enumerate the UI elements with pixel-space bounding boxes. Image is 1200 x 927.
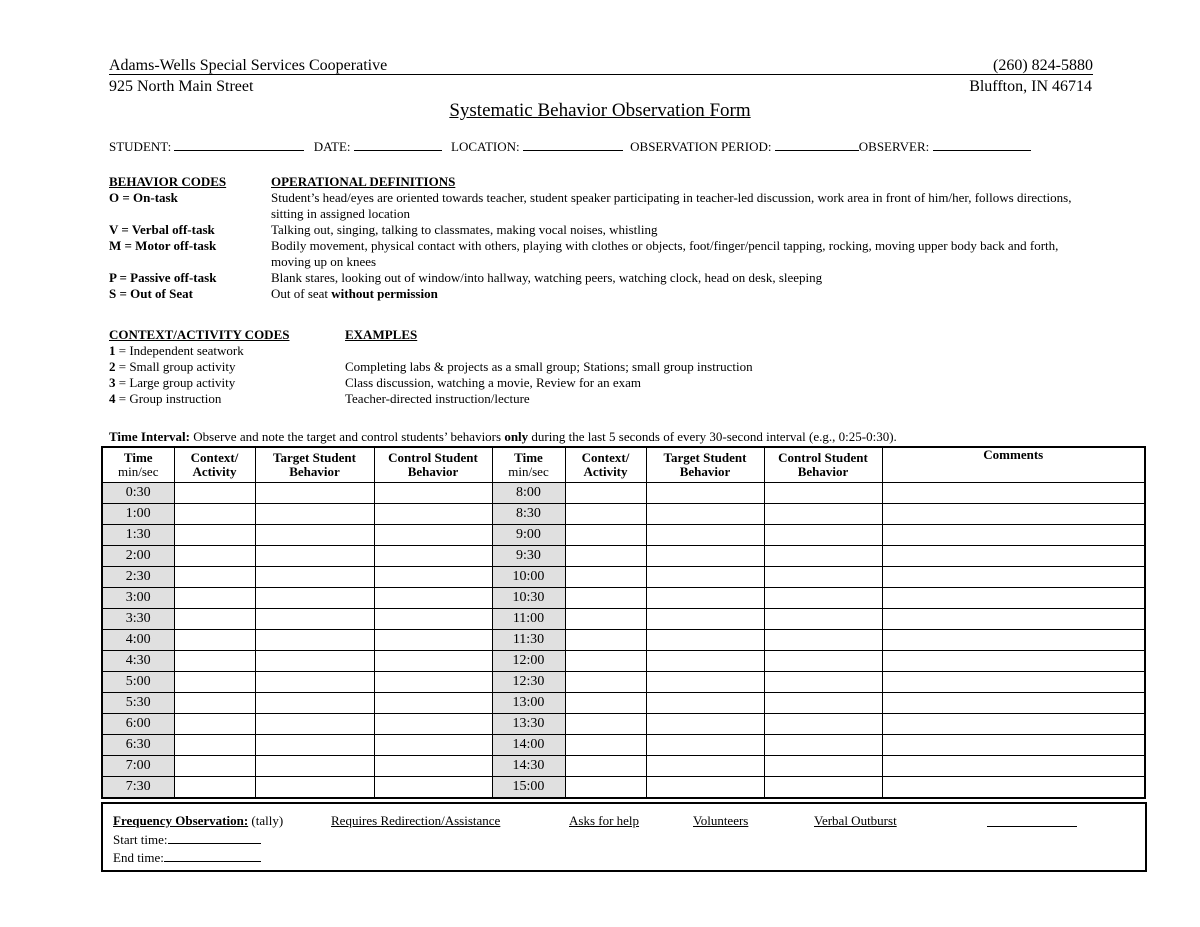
control-behavior-cell[interactable]: [764, 567, 882, 588]
control-behavior-cell[interactable]: [374, 483, 492, 504]
org-phone: (260) 824-5880: [993, 57, 1093, 74]
location-label: LOCATION:: [451, 139, 520, 154]
behavior-code: P = Passive off-task: [109, 270, 217, 285]
target-behavior-cell[interactable]: [255, 714, 374, 735]
target-behavior-cell[interactable]: [646, 630, 764, 651]
table-row: [102, 672, 1145, 693]
control-behavior-cell[interactable]: [374, 777, 492, 799]
start-time-label: Start time:: [113, 832, 168, 847]
control-behavior-cell[interactable]: [374, 546, 492, 567]
comments-cell[interactable]: [882, 609, 1145, 630]
target-behavior-cell[interactable]: [255, 735, 374, 756]
start-time-row: [113, 831, 261, 848]
time-cell: 10:00: [492, 567, 565, 588]
time-cell: 13:30: [492, 714, 565, 735]
target-behavior-cell[interactable]: [255, 504, 374, 525]
comments-header: Comments: [882, 447, 1145, 483]
context-cell[interactable]: [174, 630, 255, 651]
comments-cell[interactable]: [882, 651, 1145, 672]
time-cell: 7:00: [102, 756, 174, 777]
context-cell[interactable]: [174, 672, 255, 693]
frequency-box: [101, 802, 1147, 872]
behavior-definition: [271, 286, 1094, 302]
behavior-definition: Bodily movement, physical contact with others, playing with clothes or objects, foot/finger/pencil tapping, rocking, moving upper body back and forth, moving up on knees: [271, 238, 1059, 269]
context-cell[interactable]: [565, 735, 646, 756]
table-row: [102, 693, 1145, 714]
info-fields: [109, 138, 1093, 155]
context-row: [109, 391, 909, 407]
target-behavior-cell[interactable]: [646, 546, 764, 567]
time-cell: 8:30: [492, 504, 565, 525]
target-behavior-cell[interactable]: [255, 609, 374, 630]
table-row: [102, 567, 1145, 588]
time-cell: 5:30: [102, 693, 174, 714]
target-behavior-cell[interactable]: [646, 777, 764, 799]
context-row: [109, 343, 909, 359]
time-cell: 9:00: [492, 525, 565, 546]
context-row: [109, 375, 909, 391]
target-behavior-cell[interactable]: [646, 609, 764, 630]
control-behavior-cell[interactable]: [374, 693, 492, 714]
operational-definitions-heading: OPERATIONAL DEFINITIONS: [271, 174, 456, 189]
frequency-item: Volunteers: [693, 813, 749, 828]
context-cell[interactable]: [174, 777, 255, 799]
control-behavior-cell[interactable]: [374, 567, 492, 588]
table-row: [102, 609, 1145, 630]
frequency-tally: (tally): [248, 813, 284, 828]
target-behavior-cell[interactable]: [646, 525, 764, 546]
time-cell: 9:30: [492, 546, 565, 567]
control-behavior-cell[interactable]: [374, 672, 492, 693]
time-interval-note: [109, 429, 897, 445]
time-cell: 6:00: [102, 714, 174, 735]
behavior-codes-heading: BEHAVIOR CODES: [109, 174, 227, 189]
context-label: = Large group activity: [115, 375, 236, 390]
time-header: Time min/sec: [102, 447, 174, 483]
behavior-definition: Talking out, singing, talking to classmates, making vocal noises, whistling: [271, 222, 658, 237]
behavior-row: [109, 222, 1094, 238]
time-cell: 11:30: [492, 630, 565, 651]
time-cell: 10:30: [492, 588, 565, 609]
target-behavior-cell[interactable]: [646, 693, 764, 714]
context-example: Completing labs & projects as a small group; Stations; small group instruction: [345, 359, 753, 374]
control-behavior-cell[interactable]: [764, 756, 882, 777]
context-cell[interactable]: [565, 672, 646, 693]
control-behavior-cell[interactable]: [764, 630, 882, 651]
examples-heading: EXAMPLES: [345, 327, 418, 342]
target-behavior-cell[interactable]: [646, 714, 764, 735]
frequency-tally-field[interactable]: [987, 814, 1077, 827]
student-field[interactable]: [174, 138, 304, 151]
org-name: Adams-Wells Special Services Cooperative: [109, 57, 388, 74]
comments-cell[interactable]: [882, 714, 1145, 735]
target-behavior-cell[interactable]: [646, 504, 764, 525]
start-time-field[interactable]: [168, 831, 261, 844]
behavior-code: V = Verbal off-task: [109, 222, 215, 237]
time-cell: 3:00: [102, 588, 174, 609]
control-behavior-header: Control Student Behavior: [374, 447, 492, 483]
target-behavior-header: Target Student Behavior: [255, 447, 374, 483]
table-row: [102, 735, 1145, 756]
target-behavior-cell[interactable]: [255, 756, 374, 777]
target-behavior-cell[interactable]: [646, 651, 764, 672]
target-behavior-cell[interactable]: [646, 756, 764, 777]
time-header: Time min/sec: [492, 447, 565, 483]
time-cell: 1:00: [102, 504, 174, 525]
target-behavior-cell[interactable]: [646, 735, 764, 756]
student-label: STUDENT:: [109, 139, 172, 154]
table-row: [102, 483, 1145, 504]
context-codes-heading: CONTEXT/ACTIVITY CODES: [109, 327, 290, 342]
context-cell[interactable]: [174, 483, 255, 504]
time-cell: 3:30: [102, 609, 174, 630]
target-behavior-cell[interactable]: [255, 483, 374, 504]
location-field[interactable]: [523, 138, 623, 151]
time-cell: 12:00: [492, 651, 565, 672]
control-behavior-cell[interactable]: [764, 714, 882, 735]
context-cell[interactable]: [174, 735, 255, 756]
behavior-definition: Blank stares, looking out of window/into hallway, watching peers, watching clock, head on desk, sleeping: [271, 270, 823, 285]
time-cell: 13:00: [492, 693, 565, 714]
time-cell: 4:00: [102, 630, 174, 651]
org-city: Bluffton, IN 46714: [969, 78, 1092, 95]
context-number: 4: [109, 391, 116, 406]
context-cell[interactable]: [565, 630, 646, 651]
context-cell[interactable]: [565, 651, 646, 672]
comments-cell[interactable]: [882, 777, 1145, 799]
control-behavior-cell[interactable]: [764, 651, 882, 672]
context-cell[interactable]: [565, 714, 646, 735]
observation-table: [101, 446, 1146, 799]
context-row: [109, 359, 909, 375]
control-behavior-cell[interactable]: [764, 777, 882, 799]
definition-emphasis: without permission: [331, 286, 438, 301]
context-cell[interactable]: [174, 756, 255, 777]
time-cell: 1:30: [102, 525, 174, 546]
context-cell[interactable]: [565, 693, 646, 714]
context-cell[interactable]: [565, 777, 646, 799]
comments-cell[interactable]: [882, 735, 1145, 756]
control-behavior-cell[interactable]: [374, 588, 492, 609]
target-behavior-cell[interactable]: [646, 567, 764, 588]
control-behavior-cell[interactable]: [764, 735, 882, 756]
frequency-item: Asks for help: [569, 813, 640, 828]
time-cell: 14:00: [492, 735, 565, 756]
table-row: [102, 525, 1145, 546]
comments-cell[interactable]: [882, 693, 1145, 714]
target-behavior-cell[interactable]: [646, 672, 764, 693]
context-cell[interactable]: [565, 483, 646, 504]
target-behavior-cell[interactable]: [255, 525, 374, 546]
control-behavior-cell[interactable]: [764, 693, 882, 714]
control-behavior-cell[interactable]: [374, 525, 492, 546]
context-cell[interactable]: [565, 567, 646, 588]
end-time-row: [113, 849, 261, 866]
table-header-row: [102, 447, 1145, 483]
time-cell: 5:00: [102, 672, 174, 693]
context-cell[interactable]: [174, 546, 255, 567]
table-row: [102, 504, 1145, 525]
behavior-definition: Student’s head/eyes are oriented towards teacher, student speaker participating in teacher-led discussion, work area in front of him/her, follows directions, sitting in assigned location: [271, 190, 1072, 221]
context-header: Context/ Activity: [565, 447, 646, 483]
control-behavior-cell[interactable]: [374, 609, 492, 630]
context-cell[interactable]: [565, 546, 646, 567]
time-cell: 12:30: [492, 672, 565, 693]
context-example: [345, 343, 909, 359]
time-cell: 11:00: [492, 609, 565, 630]
end-time-label: End time:: [113, 850, 164, 865]
context-cell[interactable]: [174, 525, 255, 546]
control-behavior-cell[interactable]: [374, 714, 492, 735]
end-time-field[interactable]: [164, 849, 261, 862]
org-street: 925 North Main Street: [109, 78, 254, 95]
context-cell[interactable]: [565, 588, 646, 609]
page-title: Systematic Behavior Observation Form: [449, 100, 751, 121]
context-cell[interactable]: [174, 567, 255, 588]
target-behavior-cell[interactable]: [255, 693, 374, 714]
context-cell[interactable]: [174, 651, 255, 672]
control-behavior-cell[interactable]: [374, 756, 492, 777]
context-cell[interactable]: [174, 693, 255, 714]
control-behavior-cell[interactable]: [374, 630, 492, 651]
comments-cell[interactable]: [882, 672, 1145, 693]
frequency-item: Requires Redirection/Assistance: [331, 813, 501, 828]
time-cell: 15:00: [492, 777, 565, 799]
context-cell[interactable]: [565, 609, 646, 630]
date-field[interactable]: [354, 138, 442, 151]
definition-text: Out of seat: [271, 286, 332, 301]
target-behavior-cell[interactable]: [255, 567, 374, 588]
time-cell: 2:30: [102, 567, 174, 588]
time-interval-text-end: during the last 5 seconds of every 30-second interval (e.g., 0:25-0:30).: [528, 429, 897, 444]
behavior-code: M = Motor off-task: [109, 238, 217, 253]
context-cell[interactable]: [174, 609, 255, 630]
context-cell[interactable]: [565, 525, 646, 546]
behavior-row: [109, 190, 1094, 222]
table-row: [102, 777, 1145, 799]
control-behavior-cell[interactable]: [374, 651, 492, 672]
control-behavior-cell[interactable]: [374, 735, 492, 756]
control-behavior-cell[interactable]: [764, 672, 882, 693]
target-behavior-cell[interactable]: [255, 546, 374, 567]
behavior-code: S = Out of Seat: [109, 286, 193, 301]
context-number: 2: [109, 359, 116, 374]
target-behavior-cell[interactable]: [646, 588, 764, 609]
behavior-row: [109, 270, 1094, 286]
control-behavior-cell[interactable]: [764, 588, 882, 609]
date-label: DATE:: [313, 139, 351, 154]
context-cell[interactable]: [174, 504, 255, 525]
context-cell[interactable]: [565, 504, 646, 525]
time-cell: 2:00: [102, 546, 174, 567]
control-behavior-cell[interactable]: [764, 609, 882, 630]
control-behavior-cell[interactable]: [764, 525, 882, 546]
table-row: [102, 714, 1145, 735]
period-label: OBSERVATION PERIOD:: [630, 139, 772, 154]
context-codes-table: [109, 327, 909, 407]
target-behavior-cell[interactable]: [255, 777, 374, 799]
behavior-row: [109, 286, 1094, 302]
time-interval-text: Observe and note the target and control students’ behaviors: [190, 429, 505, 444]
table-row: [102, 588, 1145, 609]
comments-cell[interactable]: [882, 756, 1145, 777]
comments-cell[interactable]: [882, 546, 1145, 567]
target-behavior-cell[interactable]: [646, 483, 764, 504]
behavior-code: O = On-task: [109, 190, 178, 205]
time-cell: 6:30: [102, 735, 174, 756]
context-cell[interactable]: [174, 588, 255, 609]
target-behavior-cell[interactable]: [255, 630, 374, 651]
context-label: = Group instruction: [115, 391, 222, 406]
context-label: = Small group activity: [115, 359, 236, 374]
context-cell[interactable]: [565, 756, 646, 777]
context-number: 1: [109, 343, 116, 358]
time-cell: 14:30: [492, 756, 565, 777]
table-row: [102, 546, 1145, 567]
observer-label: OBSERVER:: [858, 139, 930, 154]
comments-cell[interactable]: [882, 567, 1145, 588]
target-behavior-cell[interactable]: [255, 588, 374, 609]
time-cell: 0:30: [102, 483, 174, 504]
time-interval-label: Time Interval:: [109, 429, 190, 444]
target-behavior-header: Target Student Behavior: [646, 447, 764, 483]
time-cell: 4:30: [102, 651, 174, 672]
control-behavior-cell[interactable]: [764, 546, 882, 567]
comments-cell[interactable]: [882, 504, 1145, 525]
table-row: [102, 756, 1145, 777]
control-behavior-cell[interactable]: [764, 483, 882, 504]
control-behavior-cell[interactable]: [374, 504, 492, 525]
context-example: Class discussion, watching a movie, Review for an exam: [345, 375, 642, 390]
observer-field[interactable]: [933, 138, 1031, 151]
table-row: [102, 630, 1145, 651]
target-behavior-cell[interactable]: [255, 651, 374, 672]
target-behavior-cell[interactable]: [255, 672, 374, 693]
frequency-item: Verbal Outburst: [814, 813, 897, 828]
table-row: [102, 651, 1145, 672]
comments-cell[interactable]: [882, 588, 1145, 609]
period-field[interactable]: [775, 138, 859, 151]
org-header-line: [109, 57, 1093, 75]
behavior-row: [109, 238, 1094, 270]
comments-cell[interactable]: [882, 525, 1145, 546]
control-behavior-cell[interactable]: [764, 504, 882, 525]
context-example: Teacher-directed instruction/lecture: [345, 391, 530, 406]
time-cell: 8:00: [492, 483, 565, 504]
context-header: Context/ Activity: [174, 447, 255, 483]
context-number: 3: [109, 375, 116, 390]
frequency-line: [113, 813, 283, 829]
time-interval-emphasis: only: [504, 429, 529, 444]
comments-cell[interactable]: [882, 483, 1145, 504]
comments-cell[interactable]: [882, 630, 1145, 651]
behavior-codes-table: [109, 174, 1094, 302]
context-label: = Independent seatwork: [115, 343, 244, 358]
time-cell: 7:30: [102, 777, 174, 799]
control-behavior-header: Control Student Behavior: [764, 447, 882, 483]
frequency-label: Frequency Observation:: [113, 813, 249, 828]
context-cell[interactable]: [174, 714, 255, 735]
